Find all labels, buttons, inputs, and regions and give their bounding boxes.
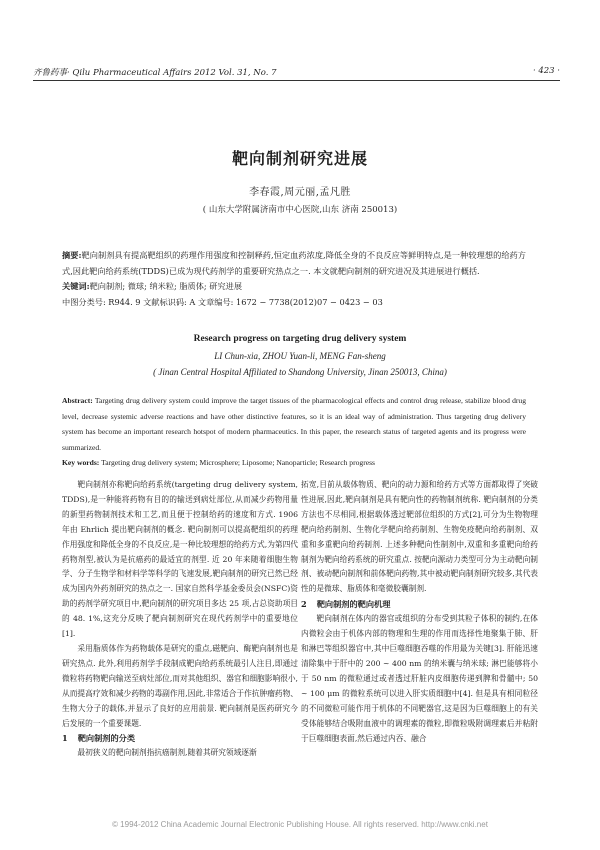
- keywords-cn: [62, 279, 526, 295]
- keywords-en: [62, 455, 526, 471]
- section-number: 1: [62, 733, 68, 744]
- journal-name: 齐鲁药事· Qilu Pharmaceutical Affairs 2012 Vol. 31, No. 7: [33, 68, 277, 78]
- body-paragraph: 拓宽,目前从载体物质、靶向的动力源和给药方式等方面都取得了突破性进展,因此,靶向制剂是具有靶向性的药物制剂统称. 靶向制剂的分类方法也不尽相同,根据载体透过靶部位组织的方式[2],可分为生物物理靶向给药制剂、生物化学靶向给药制剂、生物免疫靶向给药制剂、双重和多重靶向给药制剂. 上述多种靶向性制剂中,双重和多重靶向给药制剂为靶向给药系统的研究重点. 按靶向源动力类型可分为主动靶向制剂、被动靶向制剂和前体靶向药物,其中被动靶向制剂研究较多,其代表性的是微球、脂质体和毫微胶囊制剂.: [301, 480, 538, 594]
- authors-en: LI Chun-xia, ZHOU Yuan-li, MENG Fan-sheng: [214, 351, 386, 361]
- header-rule: [33, 80, 560, 81]
- page-number: · 423 ·: [532, 66, 560, 76]
- section-heading-1: [62, 731, 298, 746]
- body-paragraph: 最初狭义的靶向制剂指抗癌制剂,随着其研究领域逐渐: [77, 748, 257, 758]
- article-title-cn: 靶向制剂研究进展: [231, 149, 368, 168]
- section-number: 2: [301, 599, 307, 610]
- running-head: [33, 66, 560, 78]
- body-column-left: [62, 478, 298, 761]
- abstract-en: [62, 393, 526, 455]
- abstract-cn-block: [62, 248, 526, 310]
- keywords-en-text: Targeting drug delivery system; Microsphere; Liposome; Nanoparticle; Research progress: [101, 458, 375, 467]
- body-paragraph: 靶向制剂亦称靶向给药系统(targeting drug delivery system, TDDS),是一种能将药物有目的的输送到病灶部位,从而减少药物用量的新型药物制剂技术和工艺,而且便于控制给药的速度和方式. 1906 年由 Ehrlich 提出靶向制剂的概念. 靶向制剂可以提高靶组织的药理作用强度和降低全身的不良反应,是一种比较理想的给药方式,为第四代药物剂型,被认为是抗癌药的最适宜的剂型. 近 20 年来随着细胞生物学、分子生物学和材料学等科学的飞速发展,靶向制剂的研究已然已经成为国内外药剂研究的热点之一. 国家自然科学基金委员会(NSFC)资助的药剂学研究项目中,靶向制剂的研究项目多达 25 项,占总资助项目的 48. 1%,这充分反映了靶向制剂研究在现代药剂学中的重要地位[1].: [62, 480, 298, 639]
- body-paragraph: 靶向制剂在体内的器官或组织的分布受到其粒子体积的制约,在体内微粒会由于机体内部的物理和生理的作用而选择性地聚集于肺、肝和淋巴等组织器官中,其中巨噬细胞吞噬的作用最为关键[3]. 肝能迅速清除集中于肝中的 200 ~ 400 nm 的纳米囊与纳米球; 淋巴能够将小于 50 nm 的微粒通过或者透过肝脏内皮细胞传递到脾和骨髓中; 50 ~ 100 μm 的微粒系统可以进入肝实质细胞中[4]. 但是具有相同粒径的不同微粒可能作用于机体的不同靶器官,这是因为巨噬细胞上的有关受体能够结合吸附血液中的调理素的微粒,即微粒吸附调理素后并粘附于巨噬细胞表面,然后通过内吞、融合: [301, 614, 538, 743]
- abstract-cn-label: 摘要:: [62, 250, 82, 260]
- abstract-en-block: [62, 393, 526, 471]
- body-column-right: [301, 478, 538, 746]
- body-paragraph: 采用脂质体作为药物载体是研究的重点,磁靶向、酶靶向制剂也是研究热点. 此外,利用药剂学手段制成靶向给药系统最引人注目,即通过微粒将药物靶向输送至病灶部位,而对其他组织、器官和细胞影响很小,从而提高疗效和减少药物的毒副作用,因此,非常适合于作抗肿瘤药物、生物大分子的载体,并显示了良好的应用前景. 靶向制剂是医药研究今后发展的一个重要课题.: [62, 643, 298, 728]
- abstract-cn: [62, 248, 526, 279]
- authors-cn: 李春霞,周元丽,孟凡胜: [249, 187, 351, 198]
- keywords-cn-text: 靶向制剂; 微球; 纳米粒; 脂质体; 研究进展: [89, 281, 243, 291]
- section-title: 靶向制剂的靶向机理: [316, 599, 391, 610]
- abstract-en-text: Targeting drug delivery system could improve the target tissues of the pharmacological effects and control drug release, stabilize blood drug level, decrease systemic adverse reactions and have other distinctive features, so it is an ideal way of administration. Thus targeting drug delivery system has become an important research hotspot of modern pharmaceutics. In this paper, the research status of targeted agents and its progress were summarized.: [62, 396, 527, 452]
- section-title: 靶向制剂的分类: [77, 733, 136, 744]
- affiliation-cn: ( 山东大学附属济南市中心医院,山东 济南 250013): [202, 205, 398, 215]
- copyright-footer: © 1994-2012 China Academic Journal Electronic Publishing House. All rights reserved. http://www.cnki.net: [112, 820, 488, 829]
- keywords-cn-label: 关键词:: [62, 281, 90, 291]
- abstract-en-label: Abstract:: [62, 396, 93, 405]
- section-heading-2: [301, 597, 538, 612]
- article-title-en: Research progress on targeting drug delivery system: [193, 334, 407, 344]
- keywords-en-label: Key words:: [62, 458, 100, 467]
- classification-line: 中图分类号: R944. 9 文献标识码: A 文章编号: 1672 − 7738(2012)07 − 0423 − 03: [62, 296, 383, 307]
- abstract-cn-text: 靶向制剂具有提高靶组织的药理作用强度和控制释药,恒定血药浓度,降低全身的不良反应等鲜明特点,是一种较理想的给药方式,因此靶向给药系统(TDDS)已成为现代药剂学的重要研究热点之一. 本文就靶向制剂的研究进况及其进展进行概括.: [62, 250, 526, 276]
- affiliation-en: ( Jinan Central Hospital Affiliated to Shandong University, Jinan 250013, China): [153, 367, 447, 377]
